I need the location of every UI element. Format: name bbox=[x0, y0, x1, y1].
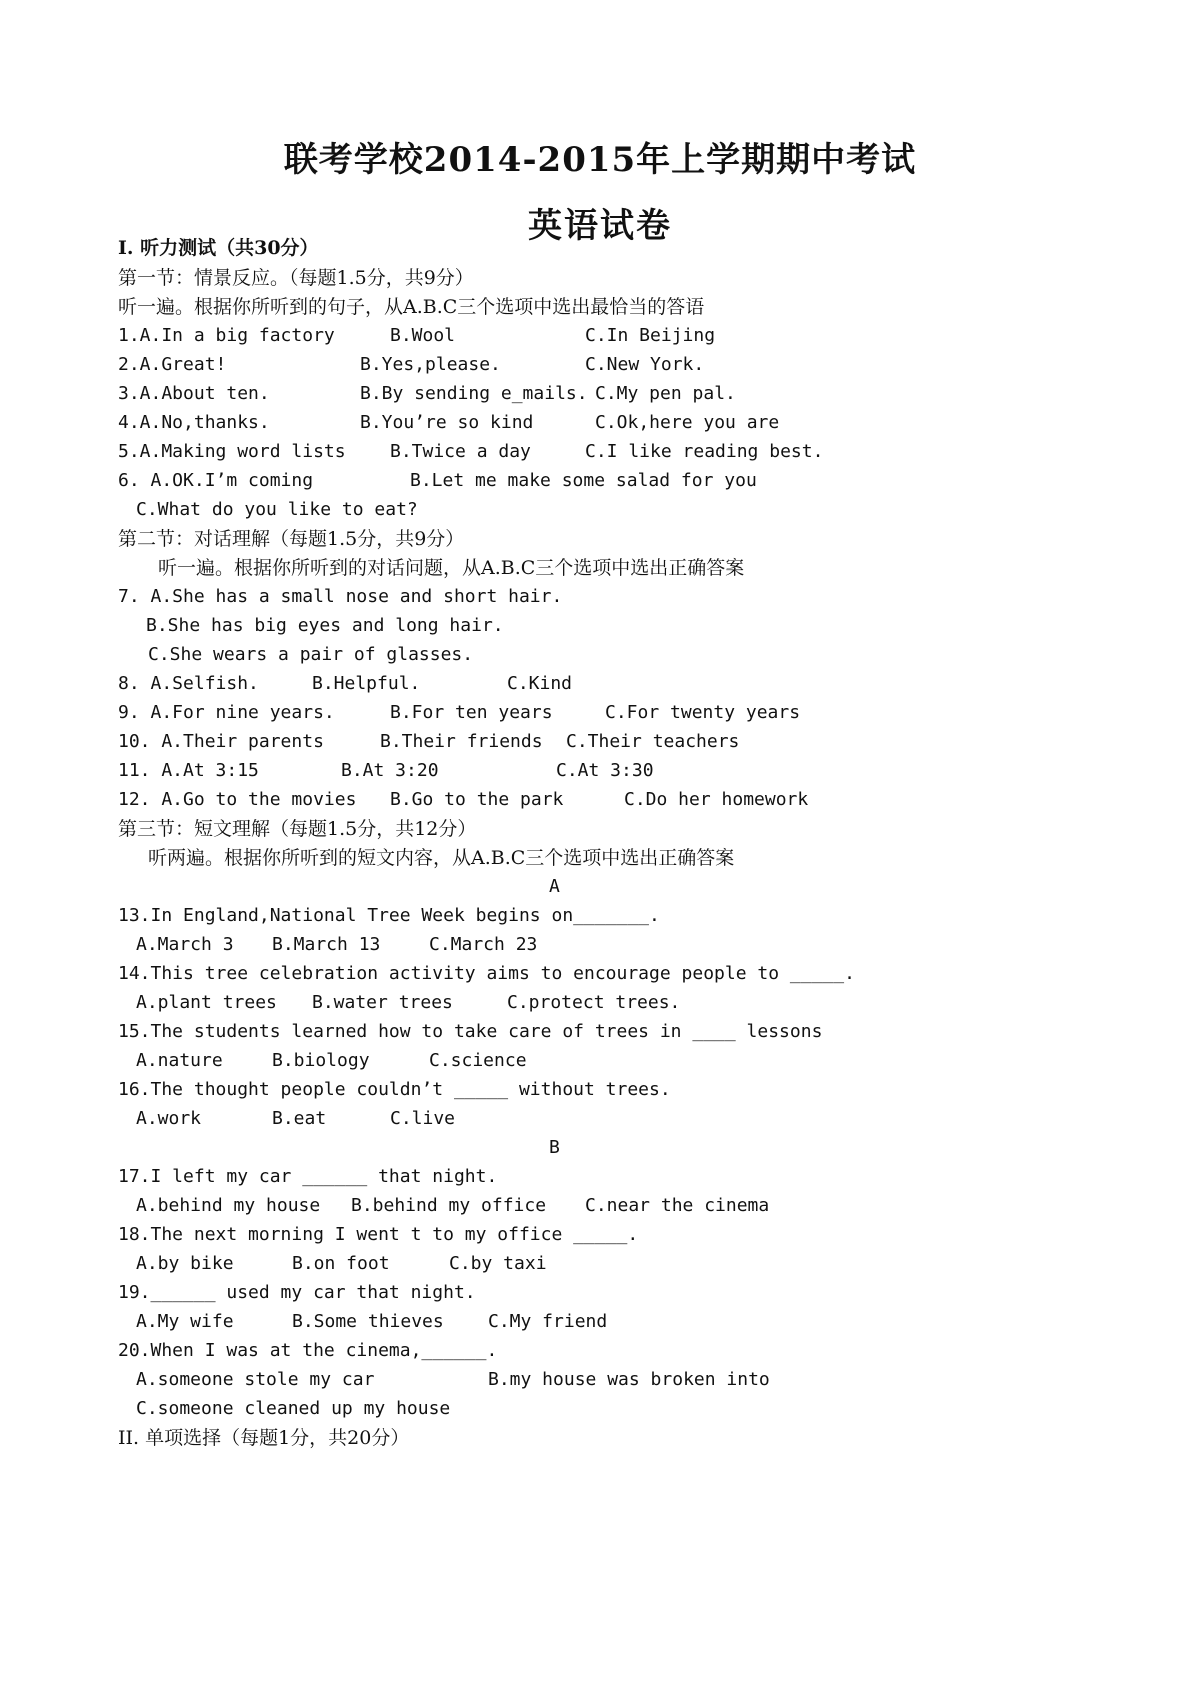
q19-option-b: B.Some thieves bbox=[292, 1311, 444, 1332]
q17-option-b: B.behind my office bbox=[351, 1195, 547, 1216]
q18-option-a: A.by bike bbox=[136, 1253, 234, 1274]
section3-instructions: 听两遍。根据你所听到的短文内容，从A.B.C三个选项中选出正确答案 bbox=[148, 847, 735, 869]
q12-option-c: C.Do her homework bbox=[624, 789, 809, 810]
q9-option-c: C.For twenty years bbox=[605, 702, 801, 723]
q20-option-a: A.someone stole my car bbox=[136, 1369, 375, 1390]
q8-option-c: C.Kind bbox=[507, 673, 573, 694]
part1-heading: I. 听力测试（共30分） bbox=[118, 237, 319, 259]
q18-stem: 18.The next morning I went t to my office _____. bbox=[118, 1224, 639, 1245]
exam-title: 联考学校2014-2015年上学期期中考试 bbox=[283, 140, 917, 180]
q16-option-b: B.eat bbox=[272, 1108, 327, 1129]
q14-option-b: B.water trees bbox=[312, 992, 453, 1013]
q17-option-a: A.behind my house bbox=[136, 1195, 321, 1216]
q10-option-c: C.Their teachers bbox=[566, 731, 740, 752]
q4-option-c: C.Ok,here you are bbox=[595, 412, 780, 433]
q20-option-b: B.my house was broken into bbox=[488, 1369, 770, 1390]
q3-option-c: C.My pen pal. bbox=[595, 383, 736, 404]
q15-option-b: B.biology bbox=[272, 1050, 370, 1071]
q16-option-c: C.live bbox=[390, 1108, 456, 1129]
passage-b-label: B bbox=[549, 1137, 560, 1158]
q11-option-b: B.At 3:20 bbox=[341, 760, 439, 781]
q10-option-a: 10. A.Their parents bbox=[118, 731, 324, 752]
q3-option-a: 3.A.About ten. bbox=[118, 383, 270, 404]
q14-stem: 14.This tree celebration activity aims to encourage people to _____. bbox=[118, 963, 855, 984]
q19-option-a: A.My wife bbox=[136, 1311, 234, 1332]
section2-title: 第二节：对话理解（每题1.5分，共9分） bbox=[118, 528, 465, 550]
q15-option-a: A.nature bbox=[136, 1050, 223, 1071]
q5-option-b: B.Twice a day bbox=[390, 441, 531, 462]
q18-option-c: C.by taxi bbox=[449, 1253, 547, 1274]
q19-option-c: C.My friend bbox=[488, 1311, 608, 1332]
q3-option-b: B.By sending e_mails. bbox=[360, 383, 588, 404]
q4-option-b: B.You’re so kind bbox=[360, 412, 534, 433]
q2-option-c: C.New York. bbox=[585, 354, 705, 375]
section2-instructions: 听一遍。根据你所听到的对话问题，从A.B.C三个选项中选出正确答案 bbox=[158, 557, 745, 579]
q11-option-c: C.At 3:30 bbox=[556, 760, 654, 781]
q5-option-c: C.I like reading best. bbox=[585, 441, 824, 462]
q9-option-b: B.For ten years bbox=[390, 702, 553, 723]
q15-stem: 15.The students learned how to take care of trees in ____ lessons bbox=[118, 1021, 823, 1042]
q19-stem: 19.______ used my car that night. bbox=[118, 1282, 476, 1303]
q1-option-c: C.In Beijing bbox=[585, 325, 716, 346]
q2-option-a: 2.A.Great! bbox=[118, 354, 227, 375]
q11-option-a: 11. A.At 3:15 bbox=[118, 760, 259, 781]
q13-stem: 13.In England,National Tree Week begins on_______. bbox=[118, 905, 660, 926]
q15-option-c: C.science bbox=[429, 1050, 527, 1071]
part2-heading: II. 单项选择（每题1分，共20分） bbox=[118, 1427, 410, 1449]
section3-title: 第三节：短文理解（每题1.5分，共12分） bbox=[118, 818, 477, 840]
q8-option-b: B.Helpful. bbox=[312, 673, 421, 694]
q6-option-c: C.What do you like to eat? bbox=[136, 499, 418, 520]
exam-subtitle: 英语试卷 bbox=[528, 206, 672, 246]
q1-option-b: B.Wool bbox=[390, 325, 456, 346]
q14-option-c: C.protect trees. bbox=[507, 992, 681, 1013]
q9-option-a: 9. A.For nine years. bbox=[118, 702, 335, 723]
section1-instructions: 听一遍。根据你所听到的句子，从A.B.C三个选项中选出最恰当的答语 bbox=[118, 296, 705, 318]
q7-option-a: 7. A.She has a small nose and short hair. bbox=[118, 586, 563, 607]
q1-option-a: 1.A.In a big factory bbox=[118, 325, 335, 346]
q7-option-b: B.She has big eyes and long hair. bbox=[146, 615, 504, 636]
q13-option-c: C.March 23 bbox=[429, 934, 538, 955]
q10-option-b: B.Their friends bbox=[380, 731, 543, 752]
q17-option-c: C.near the cinema bbox=[585, 1195, 770, 1216]
q13-option-a: A.March 3 bbox=[136, 934, 234, 955]
q18-option-b: B.on foot bbox=[292, 1253, 390, 1274]
q7-option-c: C.She wears a pair of glasses. bbox=[148, 644, 474, 665]
passage-a-label: A bbox=[549, 876, 560, 897]
q16-stem: 16.The thought people couldn’t _____ without trees. bbox=[118, 1079, 671, 1100]
section1-title: 第一节：情景反应。（每题1.5分，共9分） bbox=[118, 267, 474, 289]
q12-option-b: B.Go to the park bbox=[390, 789, 564, 810]
q12-option-a: 12. A.Go to the movies bbox=[118, 789, 357, 810]
q6-option-b: B.Let me make some salad for you bbox=[410, 470, 757, 491]
q14-option-a: A.plant trees bbox=[136, 992, 277, 1013]
q13-option-b: B.March 13 bbox=[272, 934, 381, 955]
q17-stem: 17.I left my car ______ that night. bbox=[118, 1166, 498, 1187]
q20-stem: 20.When I was at the cinema,______. bbox=[118, 1340, 498, 1361]
q16-option-a: A.work bbox=[136, 1108, 202, 1129]
q4-option-a: 4.A.No,thanks. bbox=[118, 412, 270, 433]
q5-option-a: 5.A.Making word lists bbox=[118, 441, 346, 462]
q6-option-a: 6. A.OK.I’m coming bbox=[118, 470, 314, 491]
q8-option-a: 8. A.Selfish. bbox=[118, 673, 259, 694]
q20-option-c: C.someone cleaned up my house bbox=[136, 1398, 451, 1419]
q2-option-b: B.Yes,please. bbox=[360, 354, 501, 375]
